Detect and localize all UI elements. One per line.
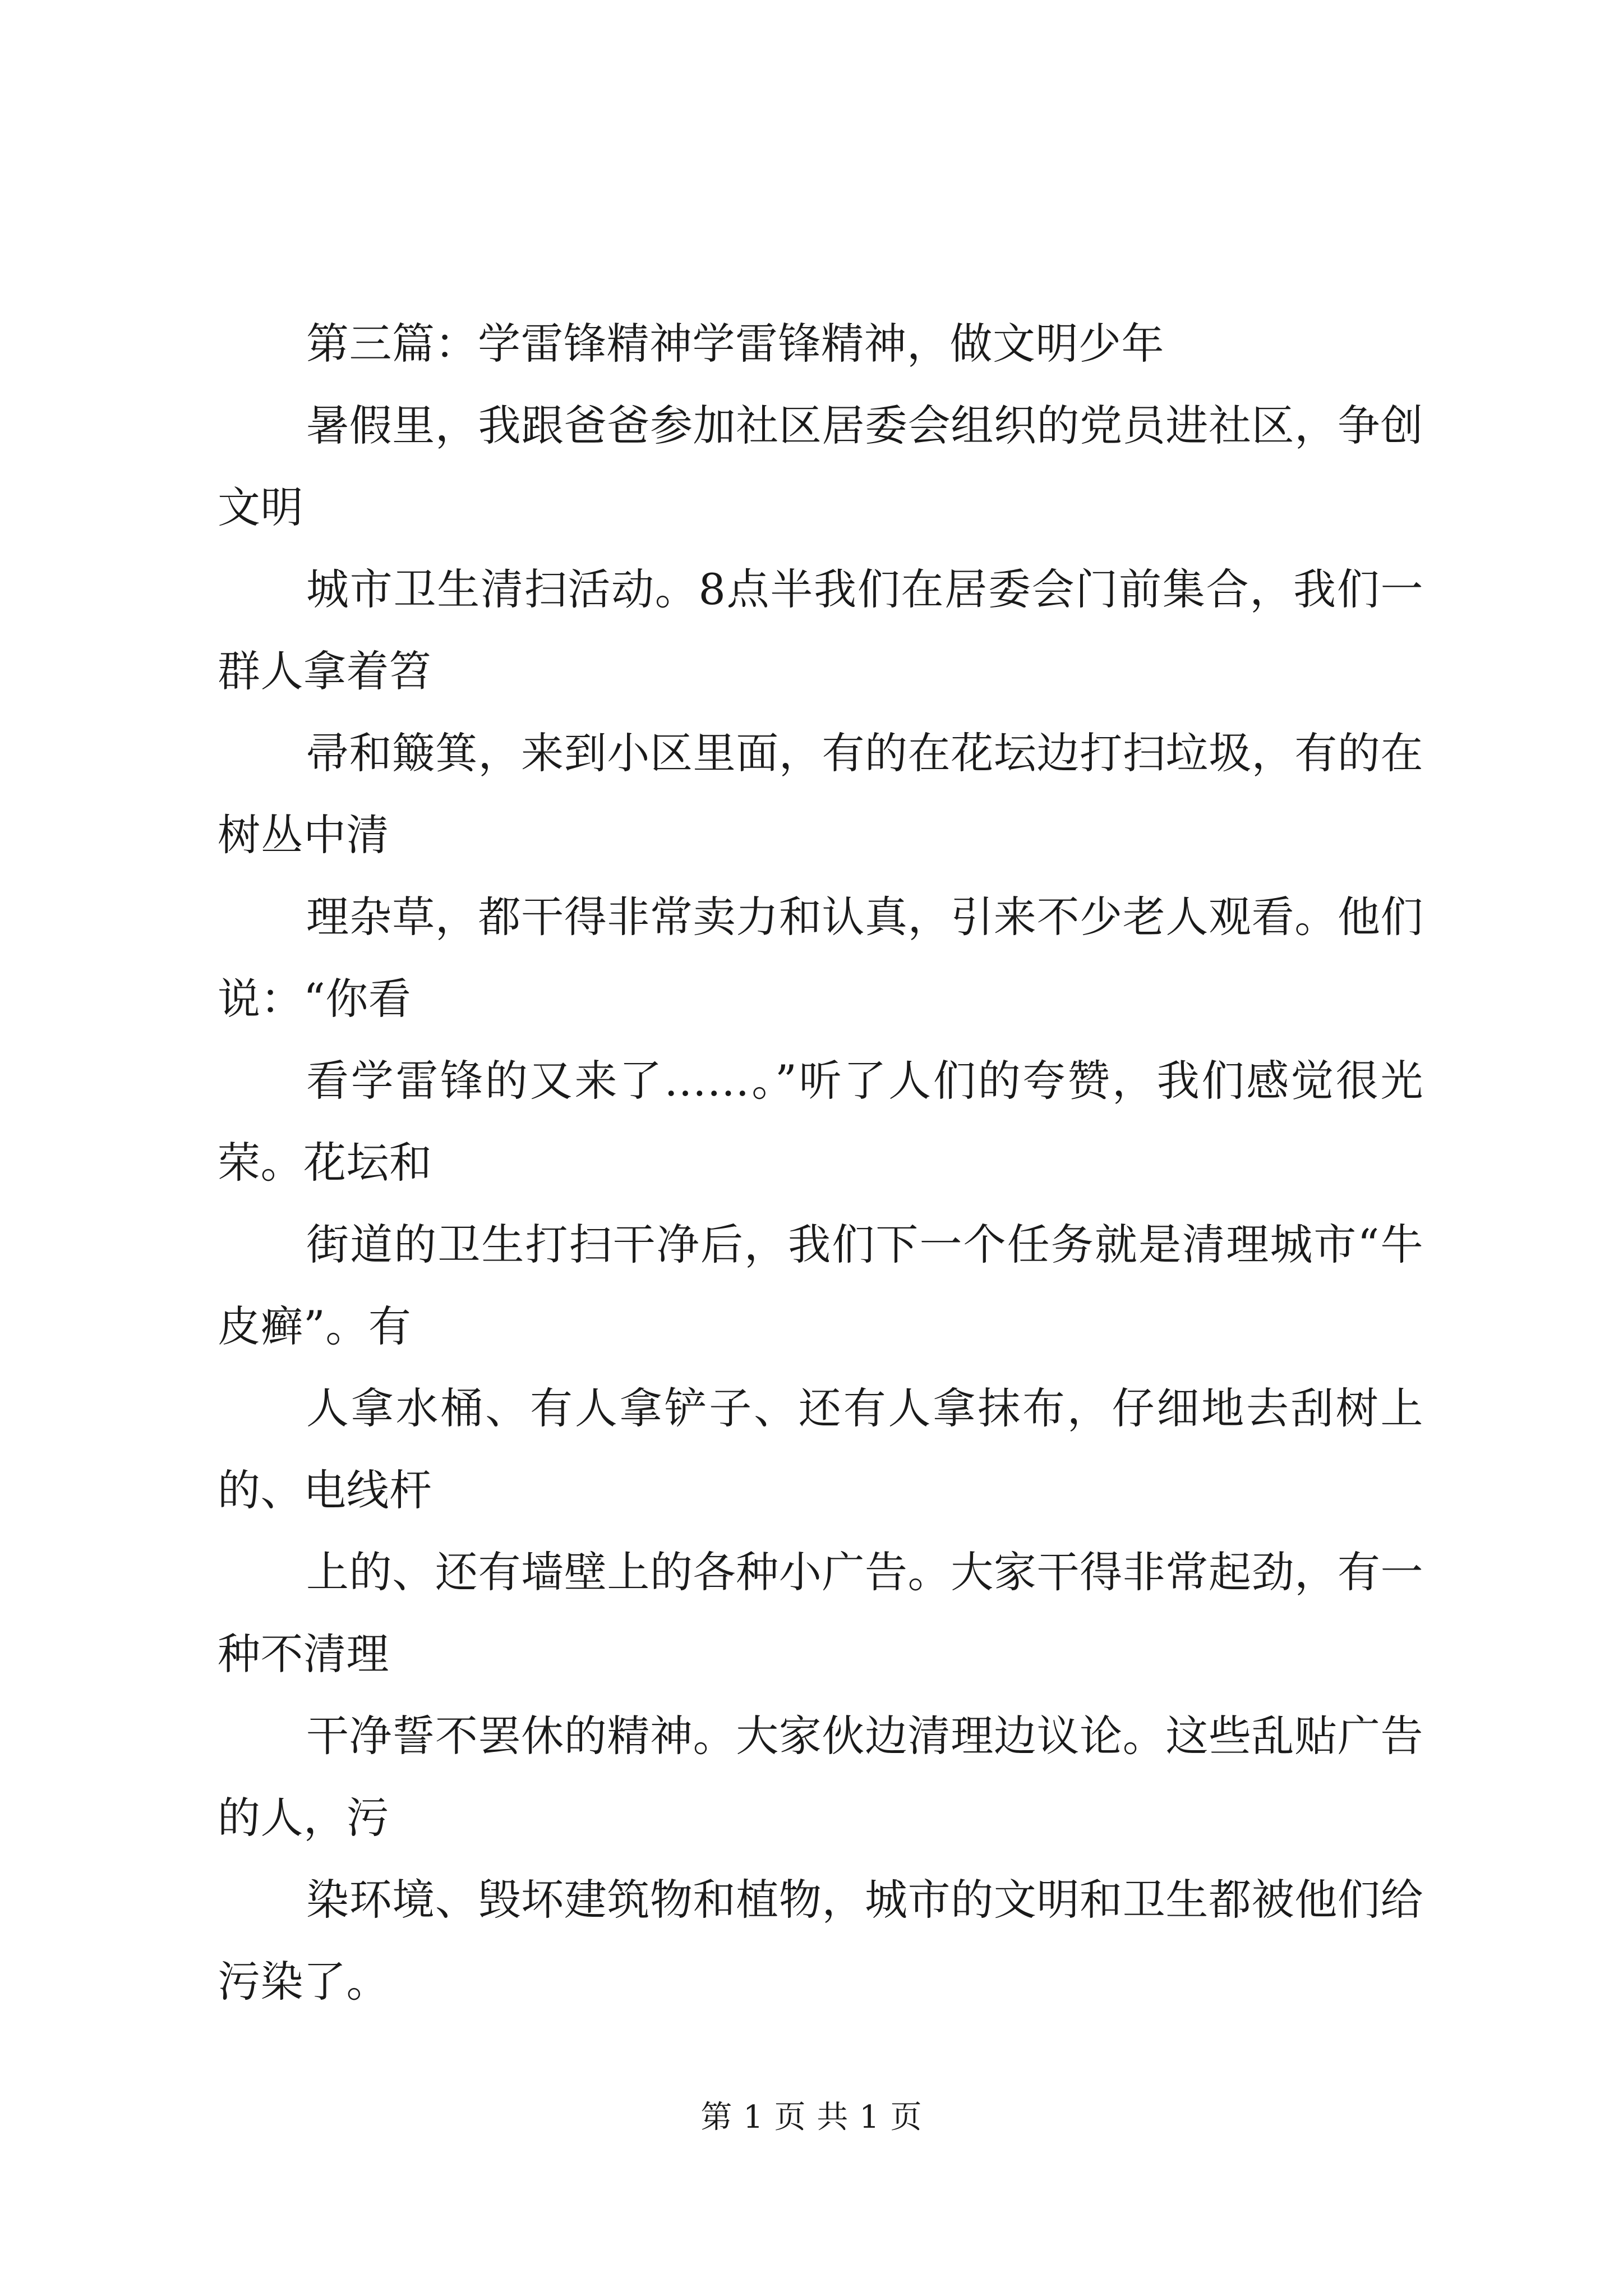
paragraph-4: 理杂草，都干得非常卖力和认真，引来不少老人观看。他们说：“你看 bbox=[218, 892, 1423, 1024]
paragraph-7: 人拿水桶、有人拿铲子、还有人拿抹布，仔细地去刮树上的、电线杆 bbox=[218, 1383, 1423, 1515]
paragraph-1: 暑假里，我跟爸爸参加社区居委会组织的党员进社区，争创文明 bbox=[218, 401, 1423, 532]
page-footer: 第 1 页 共 1 页 bbox=[700, 2099, 923, 2136]
paragraph-10: 染环境、毁坏建筑物和植物，城市的文明和卫生都被他们给污染了。 bbox=[218, 1875, 1423, 2007]
paragraph-3: 帚和簸箕，来到小区里面，有的在花坛边打扫垃圾，有的在树丛中清 bbox=[218, 728, 1423, 860]
paragraph-2: 城市卫生清扫活动。8点半我们在居委会门前集合，我们一群人拿着笤 bbox=[218, 564, 1423, 696]
document-body bbox=[218, 303, 1423, 2023]
paragraph-8: 上的、还有墙壁上的各种小广告。大家干得非常起劲，有一种不清理 bbox=[218, 1547, 1423, 1679]
paragraph-9: 干净誓不罢休的精神。大家伙边清理边议论。这些乱贴广告的人，污 bbox=[218, 1711, 1423, 1843]
paragraph-5: 看学雷锋的又来了……。”听了人们的夸赞，我们感觉很光荣。花坛和 bbox=[218, 1056, 1423, 1188]
paragraph-6: 街道的卫生打扫干净后，我们下一个任务就是清理城市“牛皮癣”。有 bbox=[218, 1220, 1423, 1351]
document-title: 第三篇：学雷锋精神学雷锋精神，做文明少年 bbox=[306, 319, 1164, 369]
